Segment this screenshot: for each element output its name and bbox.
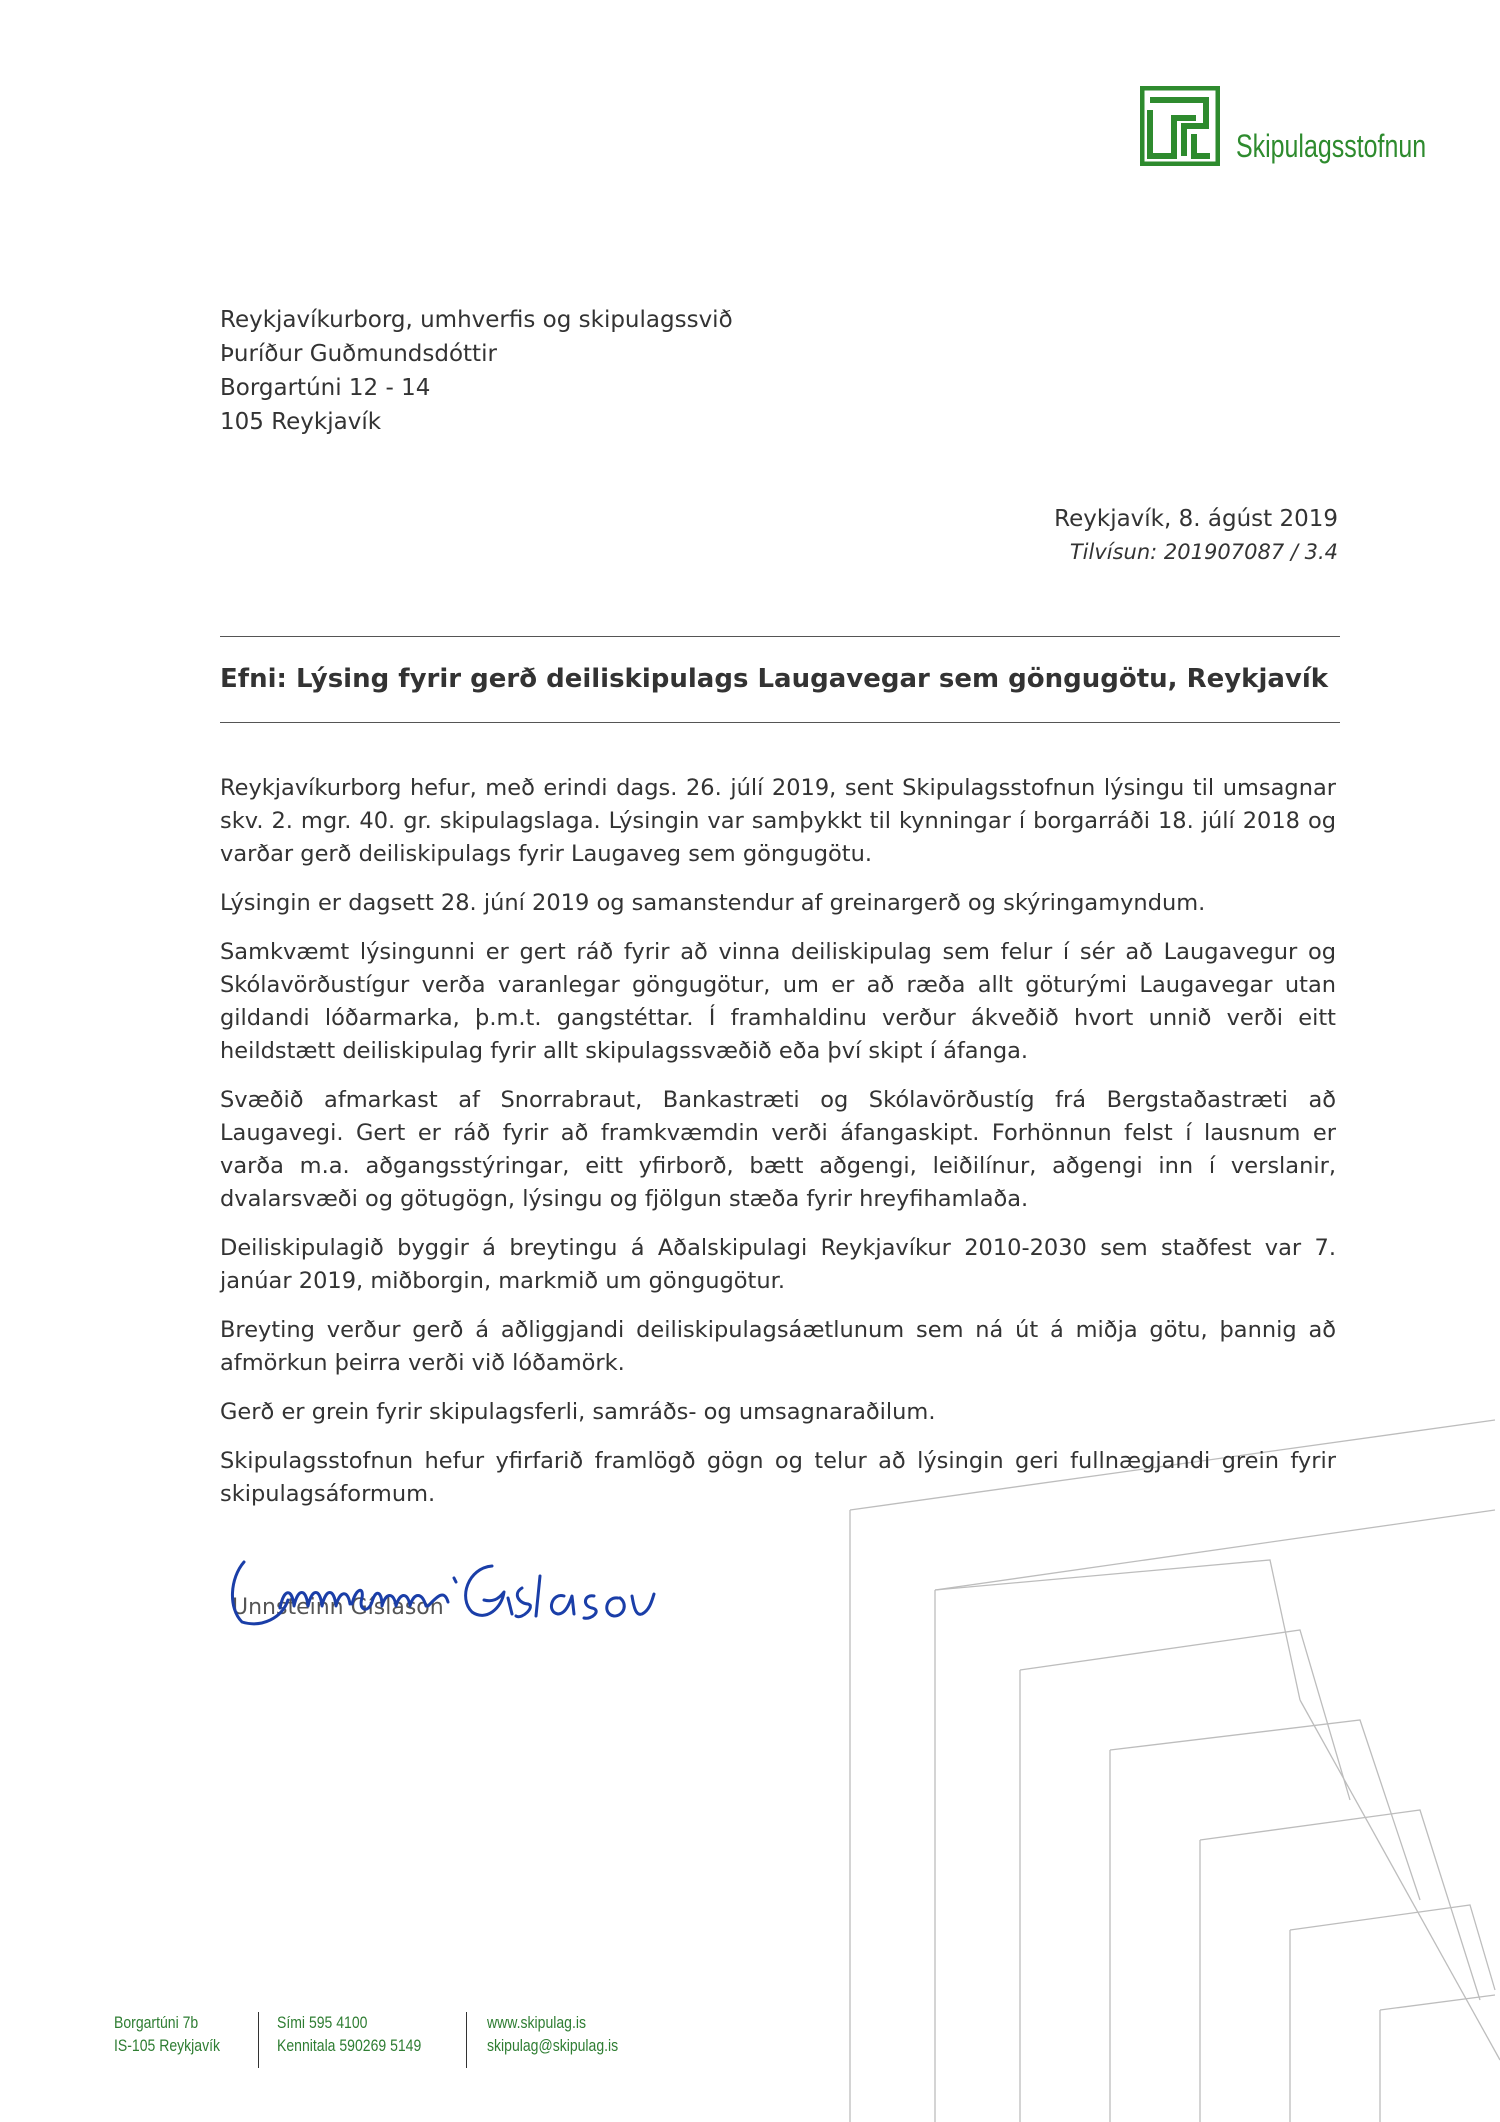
footer-kennitala: Kennitala 590269 5149: [277, 2037, 422, 2055]
body-paragraph: Svæðið afmarkast af Snorrabraut, Bankastræti og Skólavörðustíg frá Bergstaðastræti að Laugavegi. Gert er ráð fyrir að framkvæmdin verði áfangaskipt. Forhönnun felst í lausnum er varða m.a. aðgangsstýringar, eitt yfirborð, bætt aðgengi, leiðilínur, aðgengi inn í verslanir, dvalarsvæði og götugögn, lýsingu og fjölgun stæða fyrir hreyfihamlaða.: [220, 1087, 1336, 1212]
body-paragraph: Samkvæmt lýsingunni er gert ráð fyrir að vinna deiliskipulag sem felur í sér að Laugavegur og Skólavörðustígur verða varanlegar göngugötur, um er að ræða allt göturými Laugavegar utan gildandi lóðarmarka, þ.m.t. gangstéttar. Í framhaldinu verður ákveðið hvort unnið verði eitt heildstætt deiliskipulag fyrir allt skipulagssvæðið eða því skipt í áfanga.: [220, 939, 1336, 1064]
handwritten-signature: [222, 1548, 742, 1638]
footer-divider: [258, 2012, 259, 2068]
recipient-city: 105 Reykjavík: [220, 409, 382, 435]
date-block: [1054, 503, 1338, 569]
body-paragraph: Breyting verður gerð á aðliggjandi deiliskipulagsáætlunum sem ná út á miðja götu, þannig að afmörkun þeirra verði við lóðamörk.: [220, 1317, 1336, 1376]
logo-text: Skipulagsstofnun: [1236, 128, 1427, 164]
recipient-street: Borgartúni 12 - 14: [220, 375, 431, 401]
footer-contact: [277, 2012, 421, 2058]
footer-divider: [466, 2012, 467, 2068]
body-paragraph: Gerð er grein fyrir skipulagsferli, samráðs- og umsagnaraðilum.: [220, 1399, 936, 1425]
header-logo: [1140, 86, 1430, 178]
skipulagsstofnun-logo-icon: [1140, 86, 1220, 166]
footer-email-link[interactable]: skipulag@skipulag.is: [487, 2037, 619, 2055]
footer-address: [114, 2012, 220, 2058]
footer-phone: Sími 595 4100: [277, 2014, 368, 2032]
recipient-organisation: Reykjavíkurborg, umhverfis og skipulagssvið: [220, 307, 733, 333]
subject-line: Efni: Lýsing fyrir gerð deiliskipulags Laugavegar sem göngugötu, Reykjavík: [220, 664, 1329, 694]
letter-body: [220, 772, 1336, 1527]
footer-city: IS-105 Reykjavík: [114, 2037, 221, 2055]
signatory-name: Unnsteinn Gíslason: [232, 1595, 444, 1620]
recipient-address: [220, 303, 733, 439]
body-paragraph: Reykjavíkurborg hefur, með erindi dags. 26. júlí 2019, sent Skipulagsstofnun lýsingu til umsagnar skv. 2. mgr. 40. gr. skipulagslaga. Lýsingin var samþykkt til kynningar í borgarráði 18. júlí 2018 og varðar gerð deiliskipulags fyrir Laugaveg sem göngugötu.: [220, 775, 1336, 867]
reference-number: Tilvísun: 201907087 / 3.4: [1069, 540, 1338, 564]
recipient-person: Þuríður Guðmundsdóttir: [220, 341, 497, 367]
body-paragraph: Deiliskipulagið byggir á breytingu á Aðalskipulagi Reykjavíkur 2010-2030 sem staðfest var 7. janúar 2019, miðborgin, markmið um göngugötur.: [220, 1235, 1336, 1294]
footer-street: Borgartúni 7b: [114, 2014, 199, 2032]
body-paragraph: Skipulagsstofnun hefur yfirfarið framlögð gögn og telur að lýsingin geri fullnægjandi grein fyrir skipulagsáformum.: [220, 1448, 1336, 1507]
letter-date: Reykjavík, 8. ágúst 2019: [1054, 506, 1338, 532]
subject-bottom-rule: [220, 722, 1340, 723]
footer-web: [487, 2012, 618, 2058]
subject-top-rule: [220, 636, 1340, 637]
body-paragraph: Lýsingin er dagsett 28. júní 2019 og samanstendur af greinargerð og skýringamyndum.: [220, 890, 1206, 916]
footer-website-link[interactable]: www.skipulag.is: [487, 2014, 586, 2032]
